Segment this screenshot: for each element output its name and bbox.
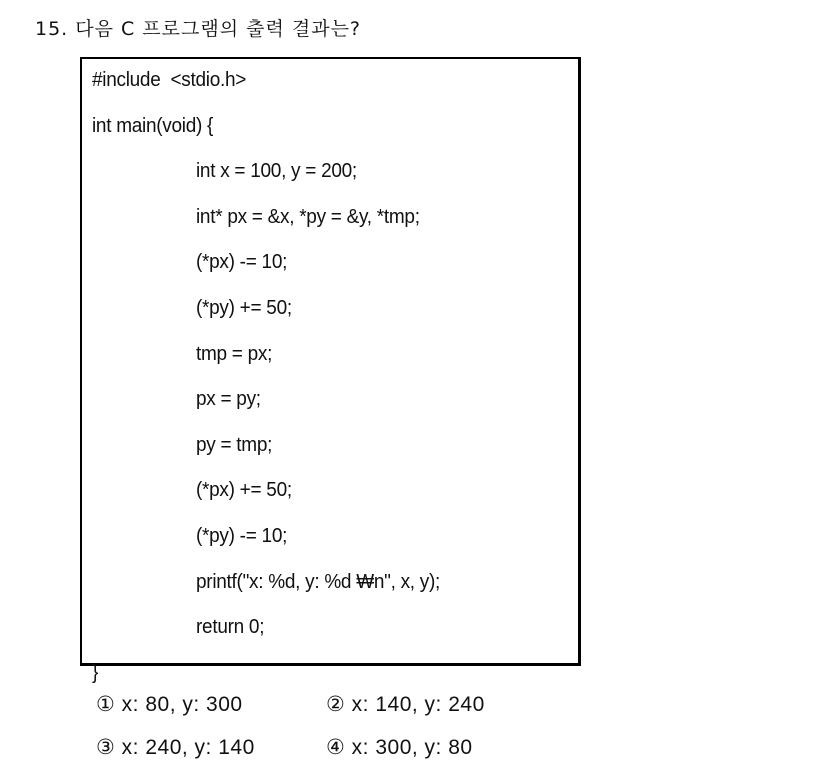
code-line: #include <stdio.h>: [92, 69, 247, 91]
code-line: (*px) += 50;: [196, 479, 292, 502]
code-line: (*py) += 50;: [196, 297, 292, 319]
code-line: tmp = px;: [196, 342, 273, 365]
code-line: (*py) -= 10;: [196, 525, 288, 547]
code-line: px = py;: [196, 388, 261, 411]
code-line: int* px = &x, *py = &y, *tmp;: [196, 205, 420, 228]
code-line: py = tmp;: [196, 433, 273, 456]
code-line: (*px) -= 10;: [196, 251, 288, 274]
code-line: return 0;: [196, 616, 265, 639]
question-title: 15. 다음 C 프로그램의 출력 결과는?: [35, 18, 362, 40]
code-line: }: [92, 661, 99, 684]
option-2[interactable]: ② x: 140, y: 240: [326, 693, 485, 716]
option-1[interactable]: ① x: 80, y: 300: [96, 693, 243, 716]
code-line: int main(void) {: [92, 114, 214, 137]
option-3[interactable]: ③ x: 240, y: 140: [96, 736, 255, 759]
code-line: printf("x: %d, y: %d ₩n", x, y);: [196, 570, 441, 593]
code-line: int x = 100, y = 200;: [196, 160, 357, 183]
option-4[interactable]: ④ x: 300, y: 80: [326, 736, 473, 759]
